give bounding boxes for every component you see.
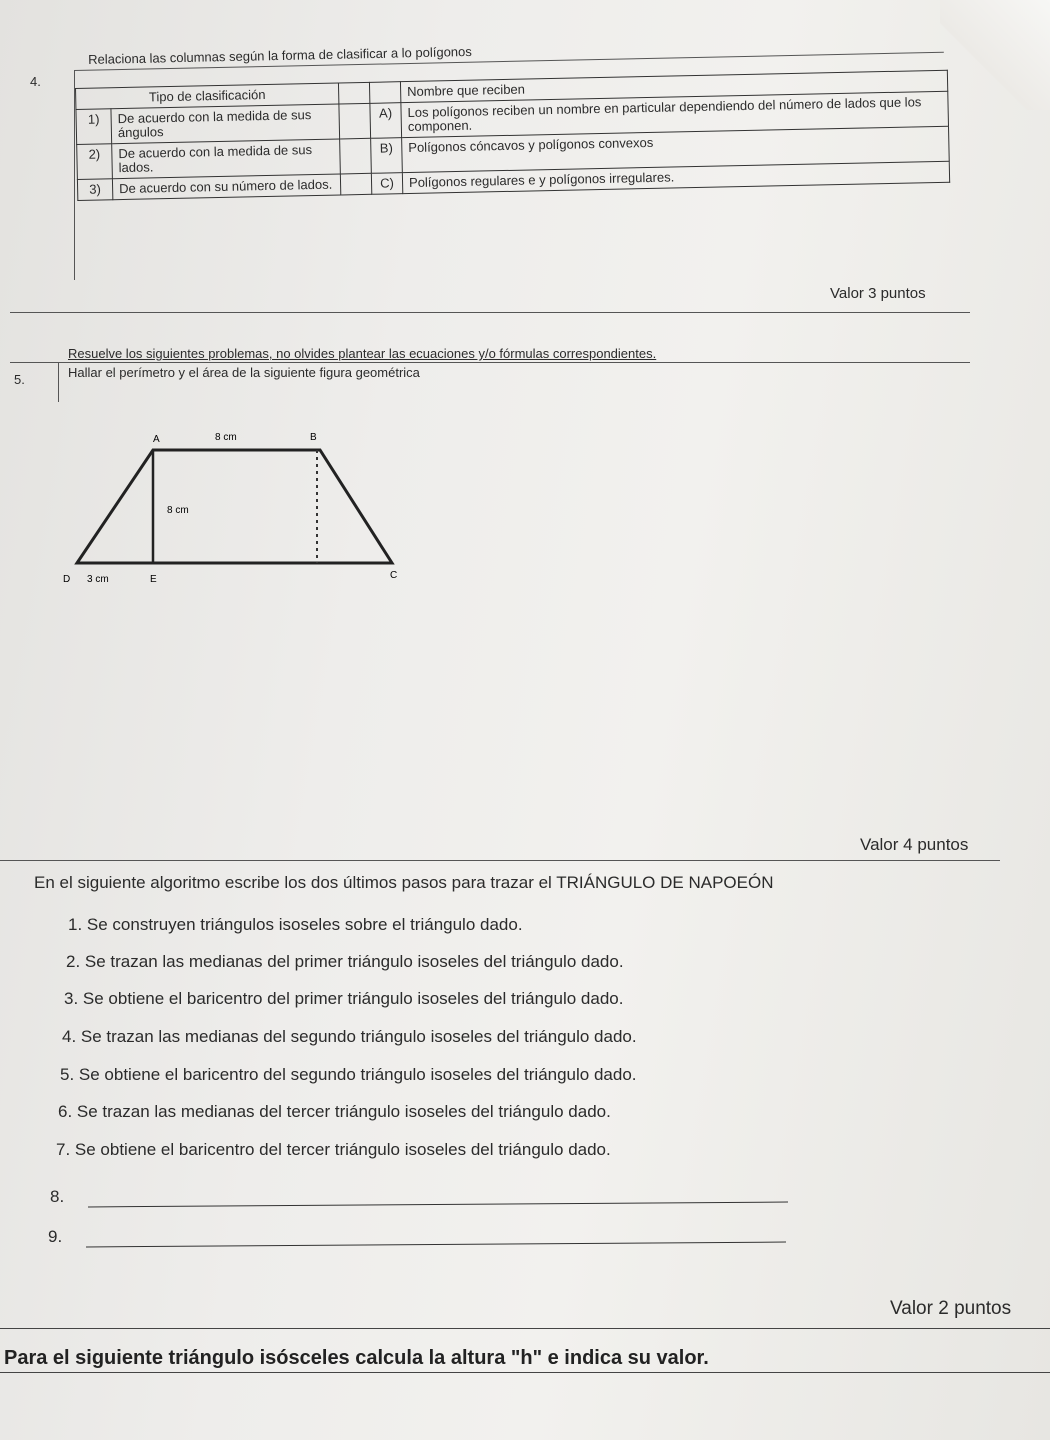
label-d: D bbox=[63, 574, 71, 585]
divider bbox=[0, 1372, 1050, 1373]
divider bbox=[58, 362, 59, 402]
answer-line-9[interactable] bbox=[86, 1242, 786, 1248]
q4-instruction: Relaciona las columnas según la forma de clasificar a lo polígonos bbox=[88, 43, 472, 67]
answer-line-8[interactable] bbox=[88, 1202, 788, 1208]
q5-instruction: Resuelve los siguientes problemas, no olvides plantear las ecuaciones y/o fórmulas correspondientes. bbox=[68, 346, 657, 361]
table-row: 3) De acuerdo con su número de lados. C) Polígonos regulares e y polígonos irregulares. bbox=[77, 161, 949, 200]
label-a: A bbox=[153, 434, 160, 445]
matching-table bbox=[75, 70, 950, 201]
list-item: 6. Se trazan las medianas del tercer triángulo isoseles del triángulo dado. bbox=[58, 1102, 611, 1121]
divider bbox=[10, 312, 970, 313]
list-item: 5. Se obtiene el baricentro del segundo triángulo isoseles del triángulo dado. bbox=[60, 1065, 637, 1084]
answer-cell-2[interactable] bbox=[340, 138, 372, 174]
table-row: 1) De acuerdo con la medida de sus ángulos A) Los polígonos reciben un nombre en particular dependiendo del número de lados que los componen. bbox=[76, 91, 949, 144]
answer-cell-3[interactable] bbox=[340, 173, 371, 195]
label-e: E bbox=[150, 574, 157, 585]
header-classification-type: Tipo de clasificación bbox=[76, 83, 339, 110]
label-b: B bbox=[310, 432, 317, 443]
q5-value: Valor 4 puntos bbox=[860, 835, 969, 854]
height-measure: 8 cm bbox=[167, 505, 189, 516]
blank-step-8-label: 8. bbox=[50, 1187, 65, 1206]
header-names: Nombre que reciben bbox=[400, 70, 947, 102]
divider bbox=[0, 1328, 1050, 1329]
folded-corner bbox=[940, 0, 1050, 110]
answer-cell-header bbox=[338, 82, 369, 104]
list-item: 2. Se trazan las medianas del primer triángulo isoseles del triángulo dado. bbox=[66, 952, 624, 971]
top-side-measure: 8 cm bbox=[215, 432, 237, 443]
q6-value: Valor 2 puntos bbox=[890, 1298, 1012, 1319]
q7-instruction: Para el siguiente triángulo isósceles calcula la altura "h" e indica su valor. bbox=[4, 1347, 709, 1369]
q5-number: 5. bbox=[14, 372, 25, 387]
q5-problem: Hallar el perímetro y el área de la siguiente figura geométrica bbox=[68, 365, 420, 380]
list-item: 4. Se trazan las medianas del segundo triángulo isoseles del triángulo dado. bbox=[62, 1027, 637, 1046]
label-c: C bbox=[390, 570, 398, 581]
answer-cell-1[interactable] bbox=[339, 103, 371, 139]
table-row: 2) De acuerdo con la medida de sus lados. B) Polígonos cóncavos y polígonos convexos bbox=[77, 126, 950, 179]
trapezoid-shape bbox=[77, 450, 392, 563]
list-item: 7. Se obtiene el baricentro del tercer triángulo isoseles del triángulo dado. bbox=[56, 1140, 611, 1159]
blank-step-9-label: 9. bbox=[48, 1227, 63, 1246]
q6-instruction: En el siguiente algoritmo escribe los dos últimos pasos para trazar el TRIÁNGULO DE NAPOEÓN bbox=[34, 873, 774, 892]
divider bbox=[10, 362, 970, 363]
list-item: 1. Se construyen triángulos isoseles sobre el triángulo dado. bbox=[68, 915, 523, 934]
q4-value: Valor 3 puntos bbox=[830, 285, 926, 302]
de-measure: 3 cm bbox=[87, 574, 109, 585]
q4-number: 4. bbox=[30, 74, 41, 89]
list-item: 3. Se obtiene el baricentro del primer triángulo isoseles del triángulo dado. bbox=[64, 989, 624, 1008]
divider bbox=[0, 860, 1000, 861]
trapezoid-figure bbox=[55, 420, 415, 600]
